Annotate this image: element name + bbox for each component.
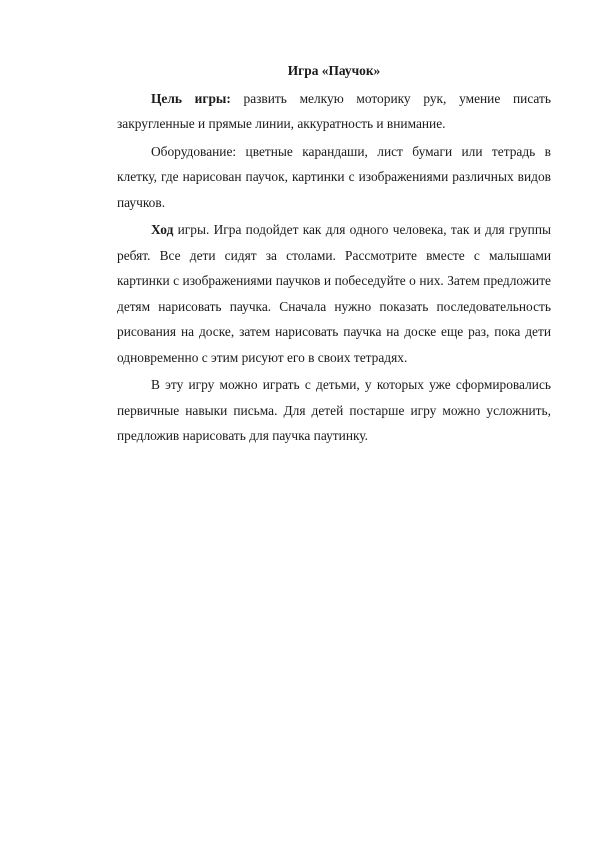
paragraph-procedure	[117, 217, 551, 370]
document-title: Игра «Паучок»	[287, 63, 381, 78]
paragraph-goal	[117, 86, 551, 137]
paragraph-text: Оборудование: цветные карандаши, лист бумаги или тетрадь в клетку, где нарисован паучок, картинки с изображениями различных видов паучков.	[117, 143, 551, 210]
paragraph-text: развить мелкую моторику рук, умение писать закругленные и прямые линии, аккуратность и внимание.	[117, 90, 551, 131]
paragraph-text: В эту игру можно играть с детьми, у которых уже сформировались первичные навыки письма. Для детей постарше игру можно усложнить, предложив нарисовать для паучка паутинку.	[117, 377, 551, 443]
paragraph-lead: Цель игры:	[151, 90, 231, 106]
document-body	[117, 58, 551, 449]
paragraph-equipment	[117, 139, 551, 216]
paragraph-lead: Ход	[151, 222, 174, 237]
paragraph-note	[117, 372, 551, 449]
paragraph-text: игры. Игра подойдет как для одного человека, так и для группы ребят. Все дети сидят за столами. Рассмотрите вместе с малышами картинки с изображениями паучков и побеседуйте о них. Затем предложите детям нарисовать паучка. Сначала нужно показать последовательность рисования на доске, затем нарисовать паучка на доске еще раз, пока дети одновременно с этим рисуют его в своих тетрадях.	[117, 222, 551, 365]
